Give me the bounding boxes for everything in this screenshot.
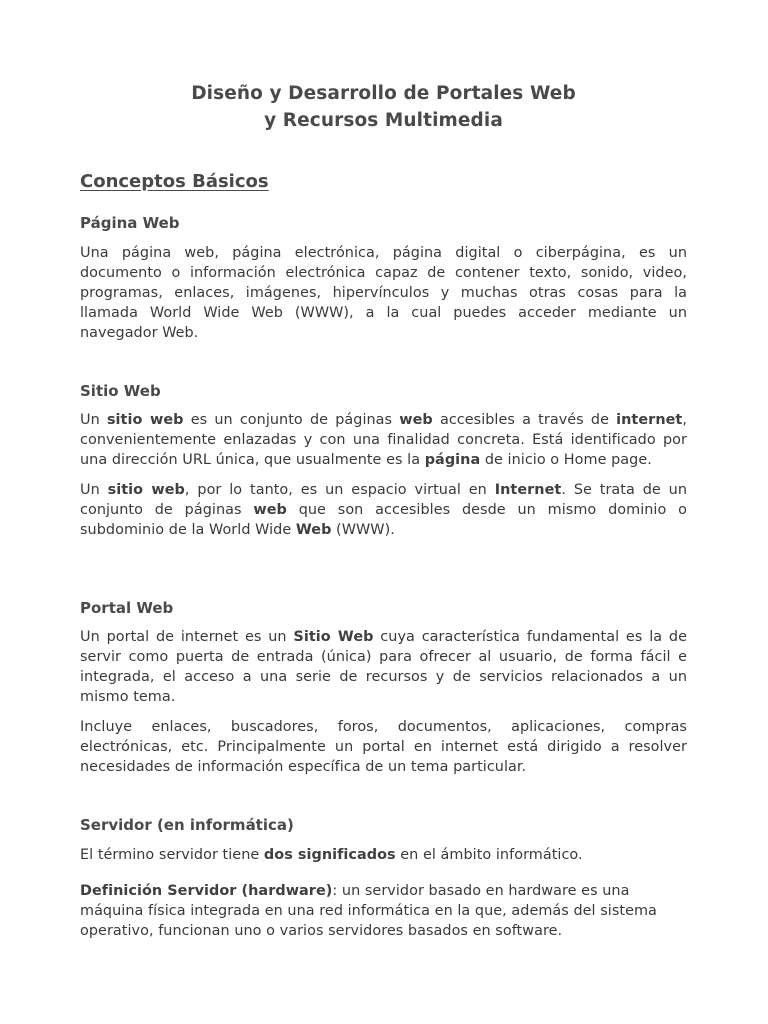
paragraph-sitio-web-2 [80, 480, 687, 540]
text-run: , convenientemente enlazadas y con una finalidad concreta. Está identificado por una dirección URL única, que usualmente es la [80, 412, 687, 468]
text-run: : un servidor basado en hardware es una máquina física integrada en una red informática en la que, además del sistema operativo, funcionan uno o varios servidores basados en software. [80, 883, 657, 939]
bold-run: web [399, 412, 433, 428]
paragraph-servidor-2 [80, 881, 687, 941]
text-run: que son accesibles desde un mismo dominio o subdominio de la World Wide [80, 502, 687, 538]
bold-run: web [253, 502, 287, 518]
section-sitio-web [80, 381, 687, 540]
text-run: es un conjunto de páginas [183, 412, 400, 428]
text-run: . Se trata de un conjunto de páginas [80, 482, 688, 518]
document-title-line-1: Diseño y Desarrollo de Portales Web [191, 83, 576, 105]
paragraph-servidor-1 [80, 845, 687, 865]
section-heading-conceptos: Conceptos Básicos [80, 171, 269, 192]
text-run: El término servidor tiene [80, 847, 264, 863]
bold-run: página [424, 452, 481, 468]
bold-run: Sitio Web [293, 629, 374, 645]
section-pagina-web [80, 213, 687, 343]
paragraph-portal-web-2: Incluye enlaces, buscadores, foros, documentos, aplicaciones, compras electrónicas, etc. Principalmente un portal en internet está dirigido a resolver necesidades de información específica de un tema particular. [80, 719, 687, 775]
heading-pagina-web: Página Web [80, 214, 180, 232]
bold-run: sitio web [106, 412, 184, 428]
text-run: en el ámbito informático. [395, 847, 583, 863]
section-servidor [80, 815, 687, 941]
section-portal-web [80, 598, 687, 777]
text-run: accesibles a través de [432, 412, 617, 428]
text-run: Un [80, 412, 107, 428]
bold-run: internet [616, 412, 683, 428]
paragraph-sitio-web-1 [80, 410, 687, 470]
heading-sitio-web: Sitio Web [80, 382, 161, 400]
bold-run: Web [295, 522, 332, 538]
text-run: Un [80, 482, 108, 498]
text-run: de inicio o Home page. [480, 452, 652, 468]
text-run: , por lo tanto, es un espacio virtual en [184, 482, 495, 498]
bold-run: Definición Servidor (hardware) [80, 883, 333, 899]
heading-servidor: Servidor (en informática) [80, 816, 294, 834]
text-run: cuya característica fundamental es la de servir como puerta de entrada (única) para ofrecer al usuario, de forma fácil e integrada, el acceso a una serie de recursos y de servicios relacionados a un mismo tema. [80, 629, 688, 705]
text-run: (WWW). [331, 522, 395, 538]
paragraph-portal-web-1 [80, 627, 687, 707]
heading-portal-web: Portal Web [80, 599, 174, 617]
bold-run: dos significados [263, 847, 396, 863]
bold-run: Internet [494, 482, 562, 498]
document-title-line-2: y Recursos Multimedia [264, 110, 503, 132]
text-run: Un portal de internet es un [80, 629, 294, 645]
document-title [80, 80, 687, 134]
paragraph-pagina-web: Una página web, página electrónica, página digital o ciberpágina, es un documento o información electrónica capaz de contener texto, sonido, video, programas, enlaces, imágenes, hipervínculos y muchas otras cosas para la llamada World Wide Web (WWW), a la cual puedes acceder mediante un navegador Web. [80, 245, 687, 341]
bold-run: sitio web [107, 482, 185, 498]
